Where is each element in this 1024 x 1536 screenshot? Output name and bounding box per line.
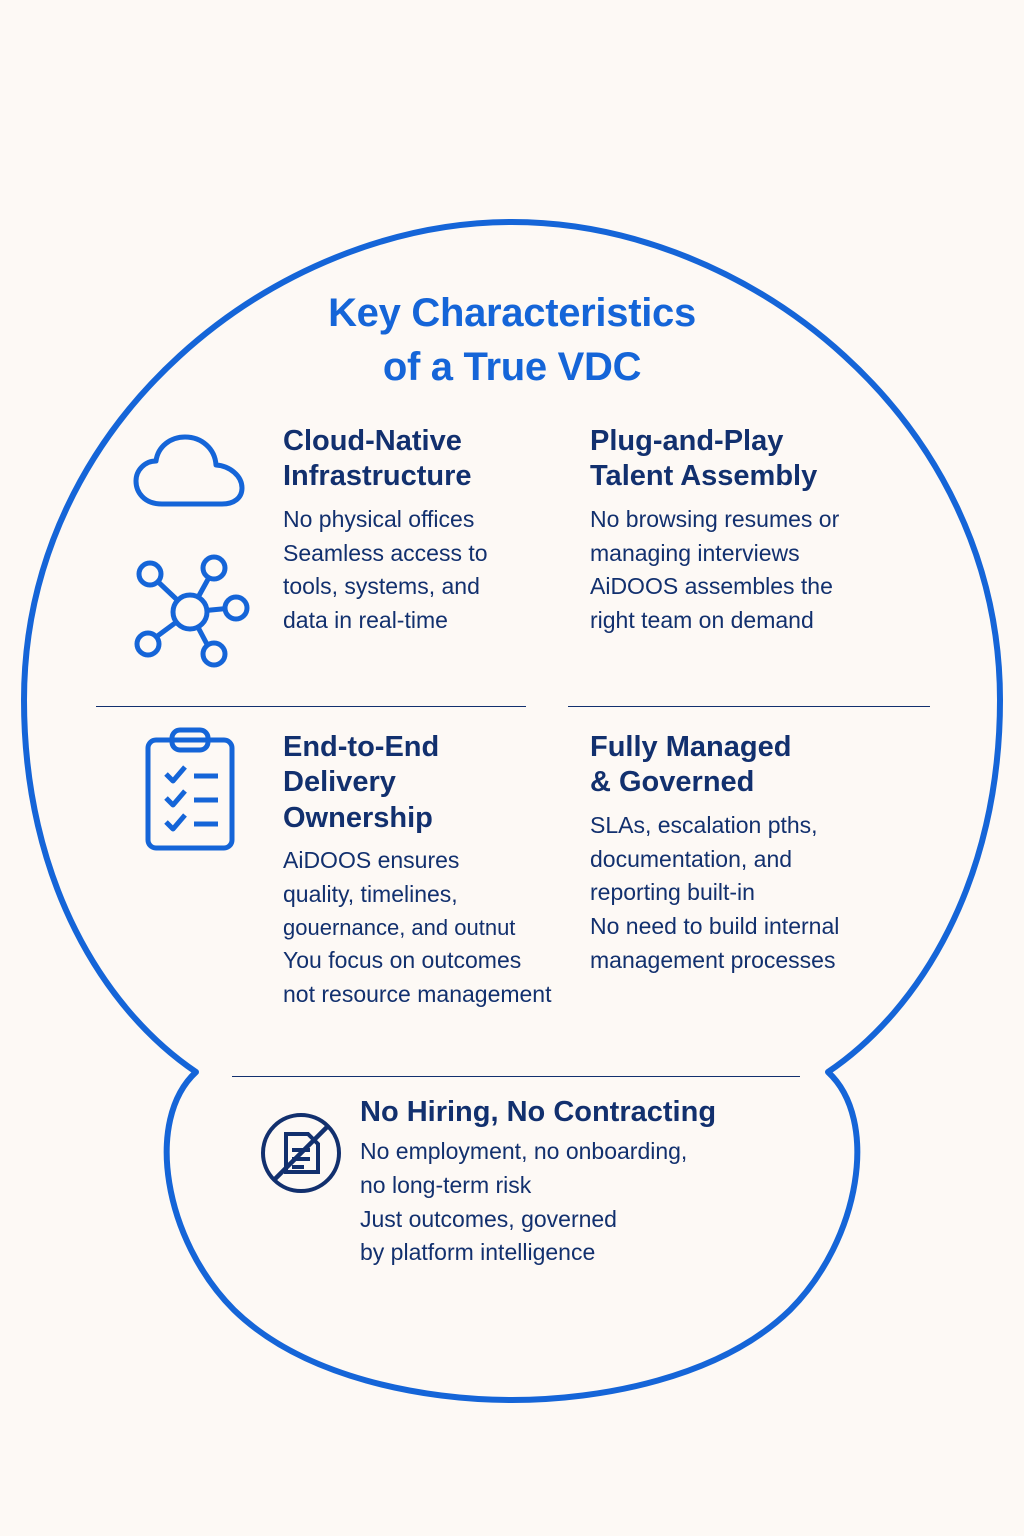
body-line: no long-term risk bbox=[360, 1171, 532, 1198]
body-line: Seamless access to bbox=[283, 539, 488, 566]
body-line: No employment, no onboarding, bbox=[360, 1138, 688, 1164]
body-line: gouernance, and outnut bbox=[283, 914, 516, 940]
section-end-to-end-delivery-ownership bbox=[283, 730, 583, 1012]
body-line: reporting built-in bbox=[590, 879, 755, 906]
title-line-1: Key Characteristics bbox=[328, 291, 696, 335]
body-line: not resource management bbox=[283, 980, 552, 1007]
section-plug-and-play-talent-assembly bbox=[590, 424, 900, 638]
body-line: quality, timelines, bbox=[283, 880, 458, 907]
divider-right bbox=[568, 706, 930, 707]
heading-line: Infrastructure bbox=[283, 460, 472, 493]
heading-line: Cloud-Native bbox=[283, 425, 462, 457]
no-document-icon bbox=[258, 1110, 344, 1196]
body-line: data in real-time bbox=[283, 607, 448, 634]
body-line: AiDOOS assembles the bbox=[590, 573, 833, 600]
cloud-icon bbox=[130, 432, 250, 518]
section-body bbox=[360, 1135, 780, 1270]
network-nodes-icon bbox=[128, 552, 253, 672]
page-title bbox=[0, 286, 1024, 394]
clipboard-checklist-icon bbox=[142, 726, 238, 854]
body-line: No need to build internal bbox=[590, 913, 840, 940]
section-heading bbox=[590, 730, 900, 801]
body-line: documentation, and bbox=[590, 845, 793, 872]
heading-line: Plug-and-Play bbox=[590, 425, 784, 457]
body-line: managing interviews bbox=[590, 539, 800, 566]
section-body bbox=[590, 809, 900, 978]
section-heading: No Hiring, No Contracting bbox=[360, 1096, 717, 1128]
section-fully-managed-and-governed bbox=[590, 730, 900, 978]
body-line: You focus on outcomes bbox=[283, 947, 522, 974]
heading-line: & Governed bbox=[590, 766, 755, 799]
heading-line: Talent Assembly bbox=[590, 460, 818, 493]
title-line-2: of a True VDC bbox=[382, 345, 642, 389]
body-line: No browsing resumes or bbox=[590, 505, 840, 532]
divider-left bbox=[96, 706, 526, 707]
divider-bottom bbox=[232, 1076, 800, 1077]
section-body bbox=[283, 844, 583, 1012]
section-no-hiring-no-contracting bbox=[360, 1096, 780, 1270]
section-body bbox=[283, 503, 553, 638]
body-line: right team on demand bbox=[590, 607, 814, 634]
body-line: SLAs, escalation pths, bbox=[590, 811, 818, 838]
section-body bbox=[590, 503, 900, 638]
body-line: management processes bbox=[590, 946, 836, 973]
body-line: No physical offices bbox=[283, 505, 475, 532]
section-heading bbox=[283, 730, 583, 836]
heading-line: Fully Managed bbox=[590, 731, 792, 763]
body-line: AiDOOS ensures bbox=[283, 847, 460, 874]
heading-line: End-to-End bbox=[283, 731, 440, 763]
body-line: by platform intelligence bbox=[360, 1239, 596, 1266]
body-line: tools, systems, and bbox=[283, 573, 480, 600]
heading-line: Delivery bbox=[283, 766, 396, 799]
section-heading bbox=[283, 424, 553, 495]
section-cloud-native-infrastructure bbox=[283, 424, 553, 638]
body-line: Just outcomes, governed bbox=[360, 1205, 617, 1232]
heading-line: Ownership bbox=[283, 801, 433, 834]
section-heading bbox=[590, 424, 900, 495]
